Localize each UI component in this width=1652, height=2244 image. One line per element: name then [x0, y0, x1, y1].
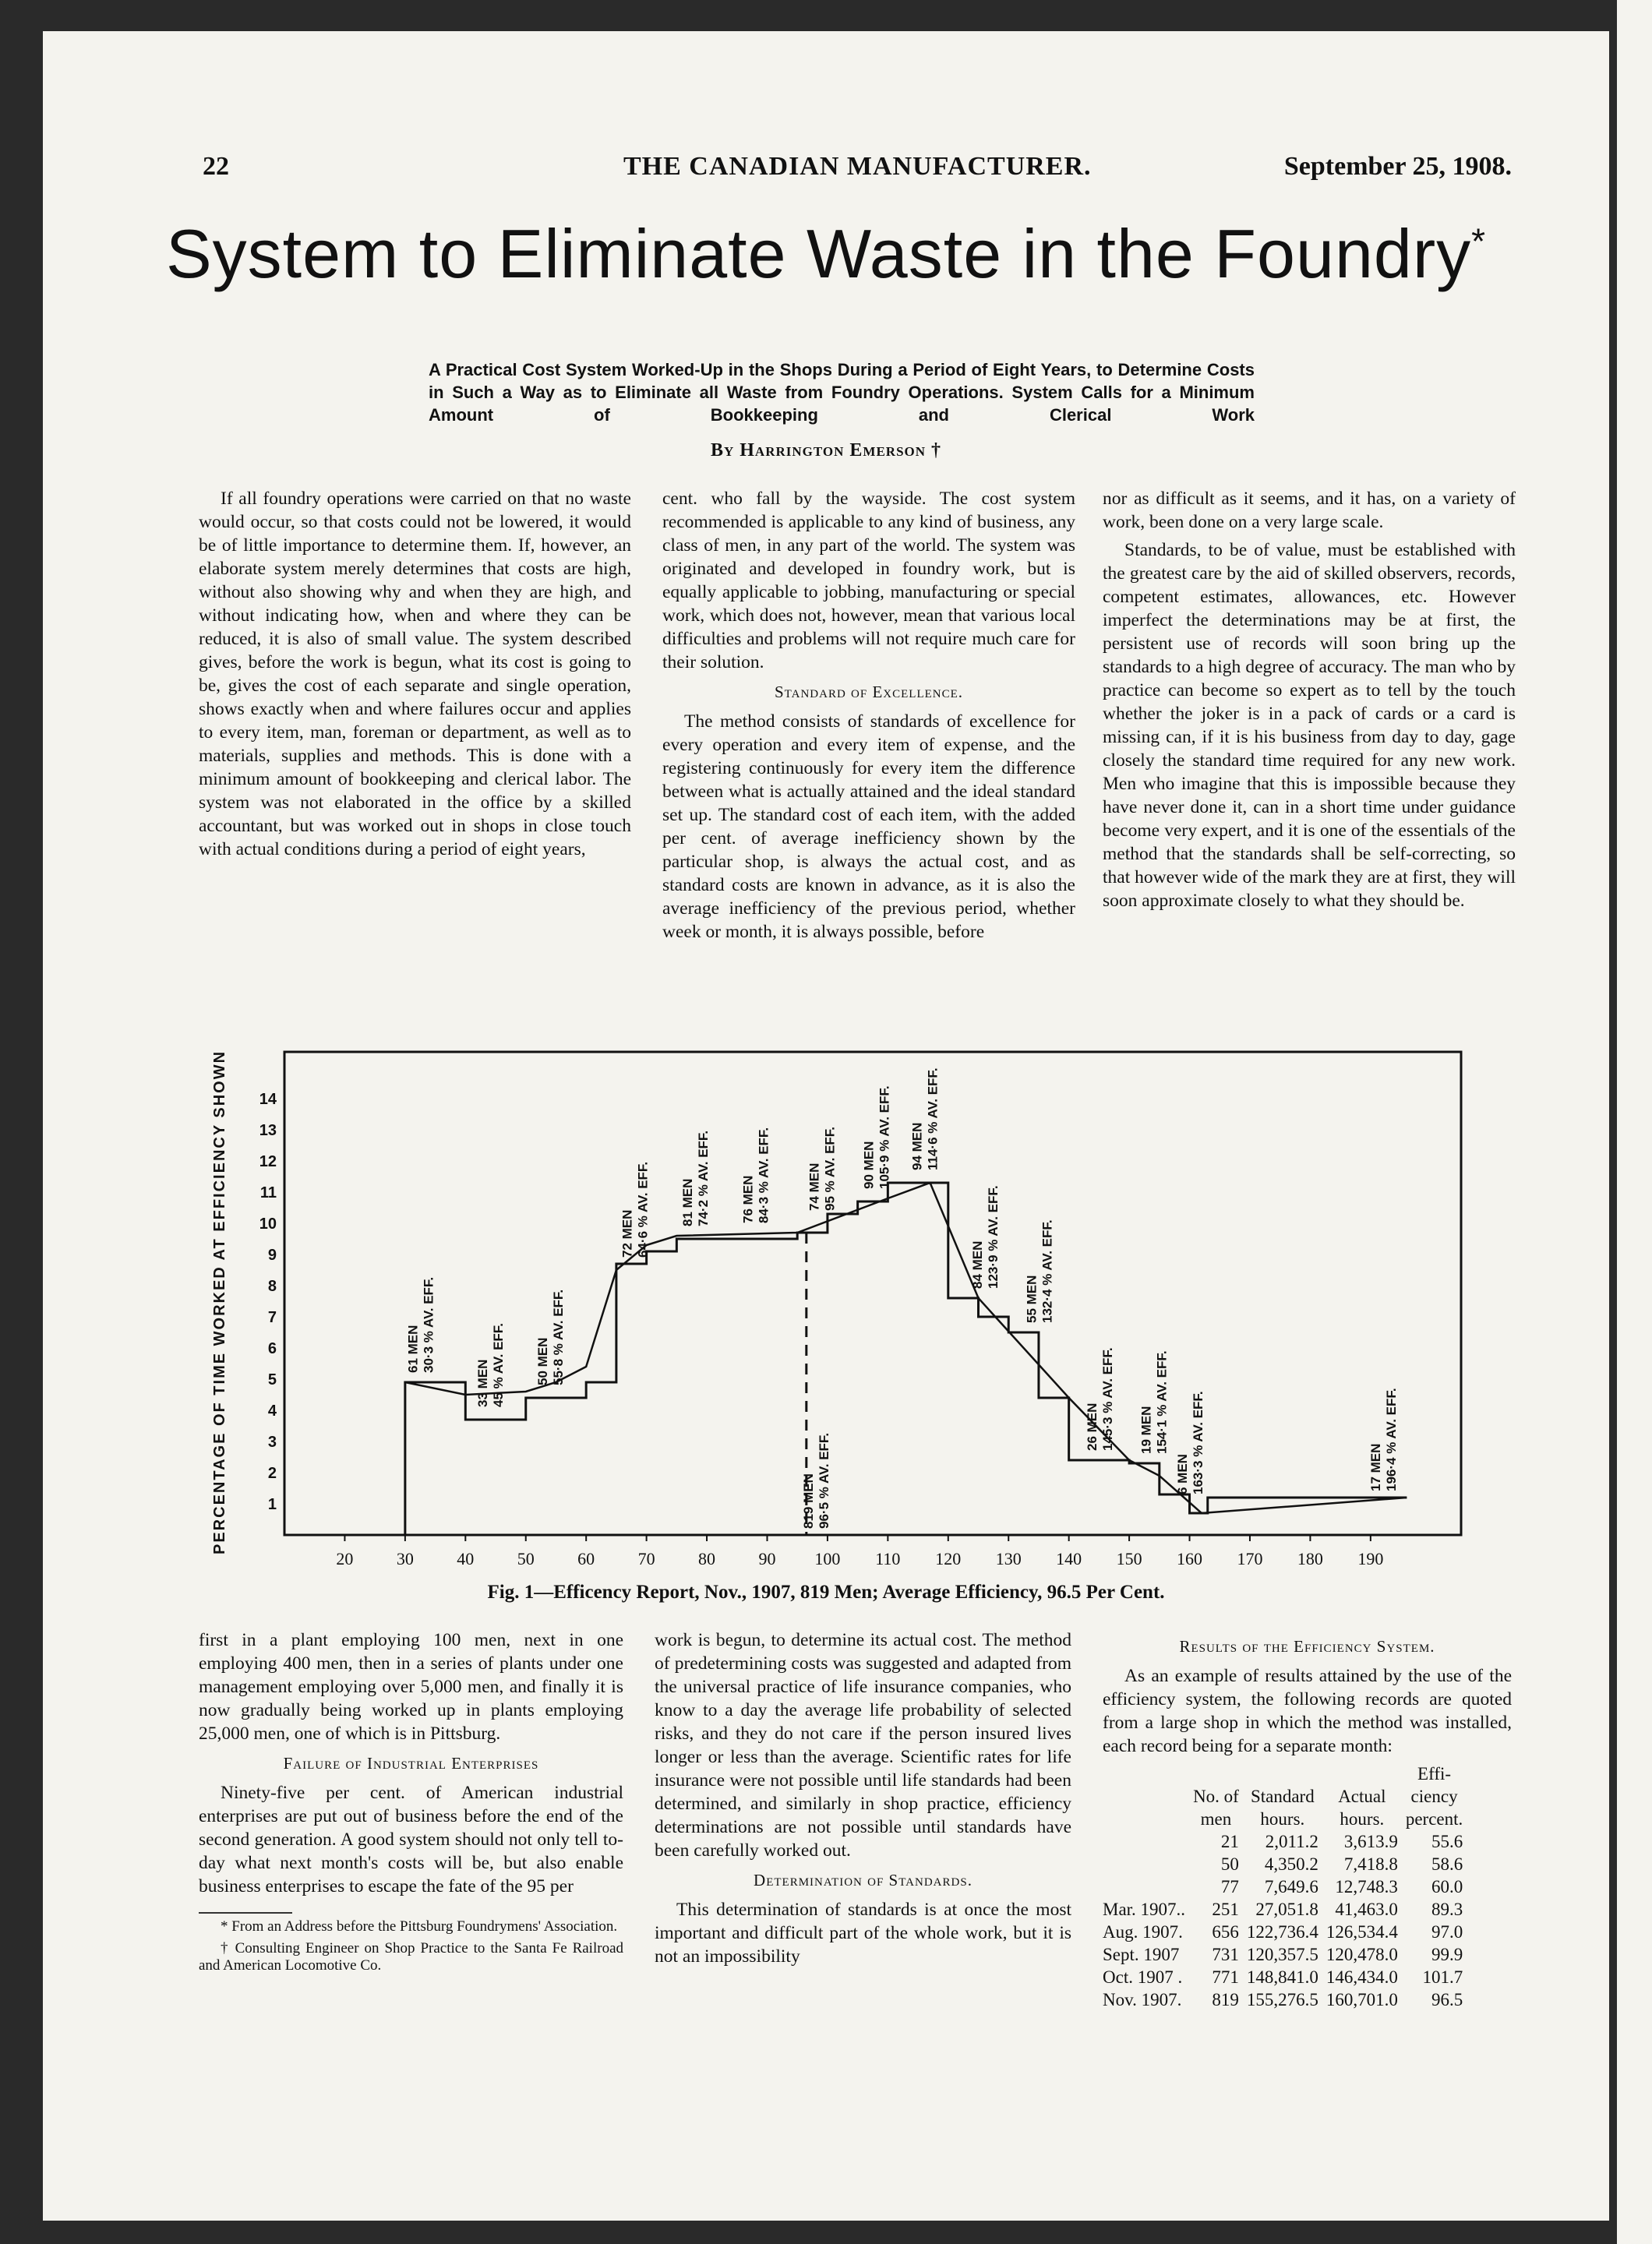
table-cell-actual: 146,434.0 [1325, 1967, 1398, 1987]
bottom-column-2 [655, 1628, 1071, 1973]
y-tick-label: 11 [259, 1184, 277, 1201]
table-cell-men: 77 [1220, 1877, 1239, 1896]
y-tick-label: 2 [267, 1465, 277, 1482]
footnote: † Consulting Engineer on Shop Practice to the Santa Fe Railroad and American Locomotive Co. [199, 1940, 623, 1974]
y-tick-label: 1 [267, 1496, 277, 1513]
table-cell-actual: 126,534.4 [1325, 1922, 1398, 1942]
table-cell-month [1103, 1875, 1189, 1898]
table-header-cell: Standard [1250, 1787, 1315, 1806]
section-heading: Failure of Industrial Enterprises [283, 1754, 539, 1773]
y-tick-label: 13 [259, 1122, 277, 1139]
table-cell-standard: 2,011.2 [1265, 1832, 1318, 1851]
table-cell-men: 771 [1212, 1967, 1239, 1987]
x-tick-label: 100 [814, 1549, 841, 1568]
footnote: * From an Address before the Pittsburg Foundrymens' Association. [221, 1918, 618, 1935]
y-tick-label: 5 [267, 1371, 277, 1388]
y-tick-label: 4 [267, 1402, 277, 1420]
table-cell-actual: 12,748.3 [1335, 1877, 1398, 1896]
paragraph: The method consists of standards of excellence for every operation and every item of expense, and the registering continuously for every item the difference between what is actually attained and the ideal standard set up. The standard cost of each item, with the added per cent. of average inefficiency shown by the particular shop, is always the actual cost, and as standard costs are known in advance, as it is also the average inefficiency of the previous period, whether week or month, it is always possible, before [662, 711, 1075, 942]
data-label: 145·3 % AV. EFF. [1100, 1347, 1115, 1451]
x-tick-label: 30 [396, 1549, 414, 1568]
paragraph: Ninety-five per cent. of American industrial enterprises are put out of business before the end of the second generation. A good system should not only tell to-day what next month's costs will be, but also enable business enterprises to escape the fate of the 95 per [199, 1783, 623, 1896]
newspaper-page [43, 31, 1609, 2221]
data-label: 26 MEN [1084, 1402, 1100, 1451]
data-label: 105·9 % AV. EFF. [877, 1085, 892, 1189]
paragraph: first in a plant employing 100 men, next in one employing 400 men, then in a series of plants under one management employing over 5,000 men, and finally it is now gradually being worked up in plants employing 25,000 men, one of which is in Pittsburg. [199, 1630, 623, 1744]
y-tick-label: 8 [267, 1278, 277, 1295]
data-label: 819 MEN [800, 1473, 816, 1529]
y-tick-label: 7 [267, 1309, 277, 1326]
table-header-cell [1189, 1762, 1243, 1785]
chart-y-axis-title [195, 1044, 242, 1566]
x-tick-label: 110 [875, 1549, 901, 1568]
data-label: 17 MEN [1368, 1443, 1383, 1491]
x-tick-label: 190 [1357, 1549, 1384, 1568]
y-tick-label: 14 [259, 1091, 277, 1108]
table-cell [1103, 1785, 1189, 1808]
data-label: 154·1 % AV. EFF. [1154, 1350, 1170, 1454]
x-tick-label: 150 [1116, 1549, 1142, 1568]
table-cell-eff: 99.9 [1431, 1945, 1463, 1964]
adjacent-page-edge [1617, 0, 1652, 2244]
table-cell-actual: 160,701.0 [1325, 1990, 1398, 2009]
x-tick-label: 160 [1177, 1549, 1203, 1568]
data-label: 196·4 % AV. EFF. [1383, 1388, 1399, 1491]
paragraph: This determination of standards is at once the most important and difficult part of the whole work, but it is not an impossibility [655, 1900, 1071, 1967]
paragraph: As an example of results attained by the use of the efficiency system, the following records are quoted from a large shop in which the method was installed, each record being for a separate month: [1103, 1666, 1512, 1756]
x-tick-label: 40 [457, 1549, 475, 1568]
table-cell-standard: 120,357.5 [1246, 1945, 1318, 1964]
table-cell-standard: 148,841.0 [1246, 1967, 1318, 1987]
x-tick-label: 130 [995, 1549, 1022, 1568]
data-label: 6 MEN [1175, 1454, 1191, 1494]
x-tick-label: 90 [758, 1549, 776, 1568]
table-cell-standard: 7,649.6 [1264, 1877, 1318, 1896]
table-cell-actual: 120,478.0 [1325, 1945, 1398, 1964]
article-deck: A Practical Cost System Worked-Up in the Shops During a Period of Eight Years, to Determine Costs in Such a Way as to Eliminate all Waste from Foundry Operations. System Calls for a Minimum Amount of Bookkeeping and Clerical Work [429, 360, 1255, 425]
article-title [43, 214, 1609, 294]
table-row [1103, 1898, 1467, 1921]
table-header-cell: ciency [1410, 1787, 1458, 1806]
table-cell-eff: 97.0 [1431, 1922, 1463, 1942]
table-cell-month: Oct. 1907 . [1103, 1967, 1183, 1987]
x-tick-label: 180 [1297, 1549, 1323, 1568]
title-footnote-mark: * [1471, 221, 1487, 262]
data-label: 30·3 % AV. EFF. [421, 1276, 436, 1373]
data-label: 132·4 % AV. EFF. [1040, 1219, 1055, 1323]
table-cell-men: 819 [1212, 1990, 1239, 2009]
results-table [1103, 1762, 1467, 2011]
paragraph: If all foundry operations were carried on that no waste would occur, so that costs could not be lowered, it would be of little importance to determine them. If, however, an elaborate system merely determines that costs are high, without also showing why and when they are high, and without indicating how, when and where they can be reduced, it is also of small value. The system described gives, before the work is begun, what its cost is going to be, gives the cost of each separate and single operation, shows exactly when and where failures occur and applies to every item, man, foreman or department, as well as to materials, supplies and methods. This is done with a minimum amount of bookkeeping and clerical labor. The system was not elaborated in the office by a skilled accountant, but was worked out in shops in close touch with actual conditions during a period of eight years, [199, 489, 631, 859]
chart-ylabel: PERCENTAGE OF TIME WORKED AT EFFICIENCY SHOWN [211, 1050, 228, 1554]
table-cell-actual: 3,613.9 [1343, 1832, 1398, 1851]
table-cell-eff: 101.7 [1422, 1967, 1463, 1987]
table-row [1103, 1921, 1467, 1943]
y-tick-label: 9 [267, 1247, 277, 1264]
x-tick-label: 50 [517, 1549, 535, 1568]
data-label: 74·2 % AV. EFF. [696, 1130, 711, 1226]
table-cell-month: Mar. 1907.. [1103, 1900, 1186, 1919]
table-cell-month: Nov. 1907. [1103, 1990, 1182, 2009]
x-tick-label: 20 [336, 1549, 354, 1568]
x-tick-label: 120 [935, 1549, 962, 1568]
chart-frame [284, 1052, 1461, 1535]
data-label: 114·6 % AV. EFF. [925, 1067, 941, 1170]
footnote-rule [199, 1912, 292, 1918]
table-header-cell: hours. [1340, 1809, 1385, 1829]
data-label: 45 % AV. EFF. [490, 1322, 506, 1407]
data-label: 84 MEN [969, 1240, 985, 1289]
table-cell-men: 251 [1212, 1900, 1239, 1919]
section-heading: Standard of Excellence. [774, 683, 964, 701]
results-table-body [1103, 1830, 1467, 2011]
bottom-column-1 [199, 1628, 623, 1979]
table-header-row [1103, 1808, 1467, 1830]
x-tick-label: 140 [1056, 1549, 1082, 1568]
table-cell-actual: 41,463.0 [1335, 1900, 1398, 1919]
x-tick-label: 60 [577, 1549, 595, 1568]
table-cell-standard: 155,276.5 [1246, 1990, 1318, 2009]
efficiency-chart [261, 1036, 1477, 1582]
article-title-text: System to Eliminate Waste in the Foundry [165, 215, 1472, 292]
data-label: 81 MEN [680, 1178, 696, 1226]
top-column-3 [1103, 487, 1516, 917]
data-label: 96·5 % AV. EFF. [816, 1432, 831, 1529]
top-column-1 [199, 487, 631, 866]
article-byline: By Harrington Emerson † [710, 440, 942, 460]
table-cell-eff: 55.6 [1431, 1832, 1463, 1851]
table-row [1103, 1830, 1467, 1853]
table-row [1103, 1875, 1467, 1898]
x-tick-label: 70 [637, 1549, 655, 1568]
paragraph: work is begun, to determine its actual cost. The method of predetermining costs was suggested and adapted from the universal practice of life insurance companies, who know to a day the average life probability of selected risks, and they do not care if the person insured lives longer or less than the average. Scientific rates for life insurance were not possible until life standards had been determined, and similarly in shop practice, efficiency determinations are not possible until standards have been carefully worked out. [655, 1630, 1071, 1861]
table-header-cell [1322, 1762, 1402, 1785]
table-row [1103, 1988, 1467, 2011]
table-header-cell: men [1200, 1809, 1232, 1829]
paragraph: nor as difficult as it seems, and it has, on a variety of work, been done on a very large scale. [1103, 489, 1516, 532]
table-row [1103, 1966, 1467, 1988]
data-label: 19 MEN [1138, 1406, 1154, 1454]
data-label: 50 MEN [535, 1337, 551, 1385]
data-label: 123·9 % AV. EFF. [985, 1185, 1001, 1289]
chart-caption: Fig. 1—Efficency Report, Nov., 1907, 819 Men; Average Efficiency, 96.5 Per Cent. [487, 1582, 1165, 1603]
table-cell-month: Sept. 1907 [1103, 1945, 1180, 1964]
table-row [1103, 1853, 1467, 1875]
table-header-row [1103, 1785, 1467, 1808]
section-heading: Determination of Standards. [754, 1871, 972, 1889]
y-tick-label: 12 [259, 1153, 277, 1170]
table-cell-men: 50 [1220, 1854, 1239, 1874]
data-label: 72 MEN [620, 1209, 635, 1258]
bottom-column-3 [1103, 1628, 1512, 2011]
table-cell [1103, 1808, 1189, 1830]
data-label: 74 MEN [807, 1163, 822, 1211]
table-cell [1103, 1762, 1189, 1785]
data-label: 64·6 % AV. EFF. [635, 1161, 651, 1258]
y-tick-label: 6 [267, 1340, 277, 1357]
table-cell-men: 21 [1220, 1832, 1239, 1851]
table-cell-men: 656 [1212, 1922, 1239, 1942]
data-label: 33 MEN [475, 1359, 490, 1407]
data-label: 94 MEN [909, 1122, 925, 1170]
table-cell-eff: 96.5 [1431, 1990, 1463, 2009]
data-label: 163·3 % AV. EFF. [1191, 1391, 1206, 1494]
paragraph: cent. who fall by the wayside. The cost system recommended is applicable to any kind of business, any class of men, in any part of the world. The system was originated and developed in foundry work, but is equally applicable to jobbing, manufacturing or special work, which does not, however, mean that various local difficulties and problems will not require much care for their solution. [662, 489, 1075, 672]
top-column-2 [662, 487, 1075, 948]
table-header-cell: No. of [1193, 1787, 1239, 1806]
y-tick-label: 3 [267, 1434, 277, 1451]
table-row [1103, 1943, 1467, 1966]
section-heading: Results of the Efficiency System. [1179, 1637, 1435, 1656]
table-cell-month [1103, 1830, 1189, 1853]
table-header-row [1103, 1762, 1467, 1785]
table-header-cell [1243, 1762, 1322, 1785]
x-tick-label: 170 [1237, 1549, 1263, 1568]
table-cell-eff: 60.0 [1431, 1877, 1463, 1896]
table-header-cell: hours. [1260, 1809, 1305, 1829]
issue-date: September 25, 1908. [1283, 152, 1512, 181]
page-number: 22 [203, 152, 229, 181]
table-cell-standard: 4,350.2 [1264, 1854, 1318, 1874]
data-label: 95 % AV. EFF. [822, 1126, 838, 1211]
table-cell-eff: 89.3 [1431, 1900, 1463, 1919]
data-label: 76 MEN [740, 1175, 756, 1223]
table-header-cell: percent. [1405, 1809, 1463, 1829]
table-header-cell: Actual [1338, 1787, 1386, 1806]
y-tick-label: 10 [259, 1216, 277, 1233]
paragraph: Standards, to be of value, must be established with the greatest care by the aid of skilled observers, records, competent estimates, allowances, etc. However imperfect the determinations may be at first, the persistent use of records will soon bring up the standards to a high degree of accuracy. The man who by practice can become so expert as to tell by the touch whether the joker is in a pack of cards or a card is missing can, if it is his business from day to day, gage closely the standard time required for any new work. Men who imagine that this is impossible because they have never done it, can in a short time under guidance become very expert, and it is one of the essentials of the method that the standards shall be self-correcting, so that however wide of the mark they are at first, they will soon approximate closely to what they should be. [1103, 540, 1516, 911]
table-cell-standard: 27,051.8 [1255, 1900, 1318, 1919]
data-label: 90 MEN [861, 1141, 877, 1189]
data-label: 55 MEN [1024, 1275, 1040, 1323]
data-label: 61 MEN [405, 1325, 421, 1373]
table-cell-month [1103, 1853, 1189, 1875]
publication-name: THE CANADIAN MANUFACTURER. [623, 152, 1092, 181]
table-cell-eff: 58.6 [1431, 1854, 1463, 1874]
table-cell-men: 731 [1212, 1945, 1239, 1964]
x-tick-label: 80 [698, 1549, 716, 1568]
data-label: 84·3 % AV. EFF. [756, 1127, 771, 1223]
table-cell-actual: 7,418.8 [1343, 1854, 1398, 1874]
table-header-cell: Effi- [1417, 1764, 1452, 1784]
data-label: 55·8 % AV. EFF. [551, 1289, 567, 1385]
table-cell-standard: 122,736.4 [1246, 1922, 1318, 1942]
table-cell-month: Aug. 1907. [1103, 1922, 1183, 1942]
